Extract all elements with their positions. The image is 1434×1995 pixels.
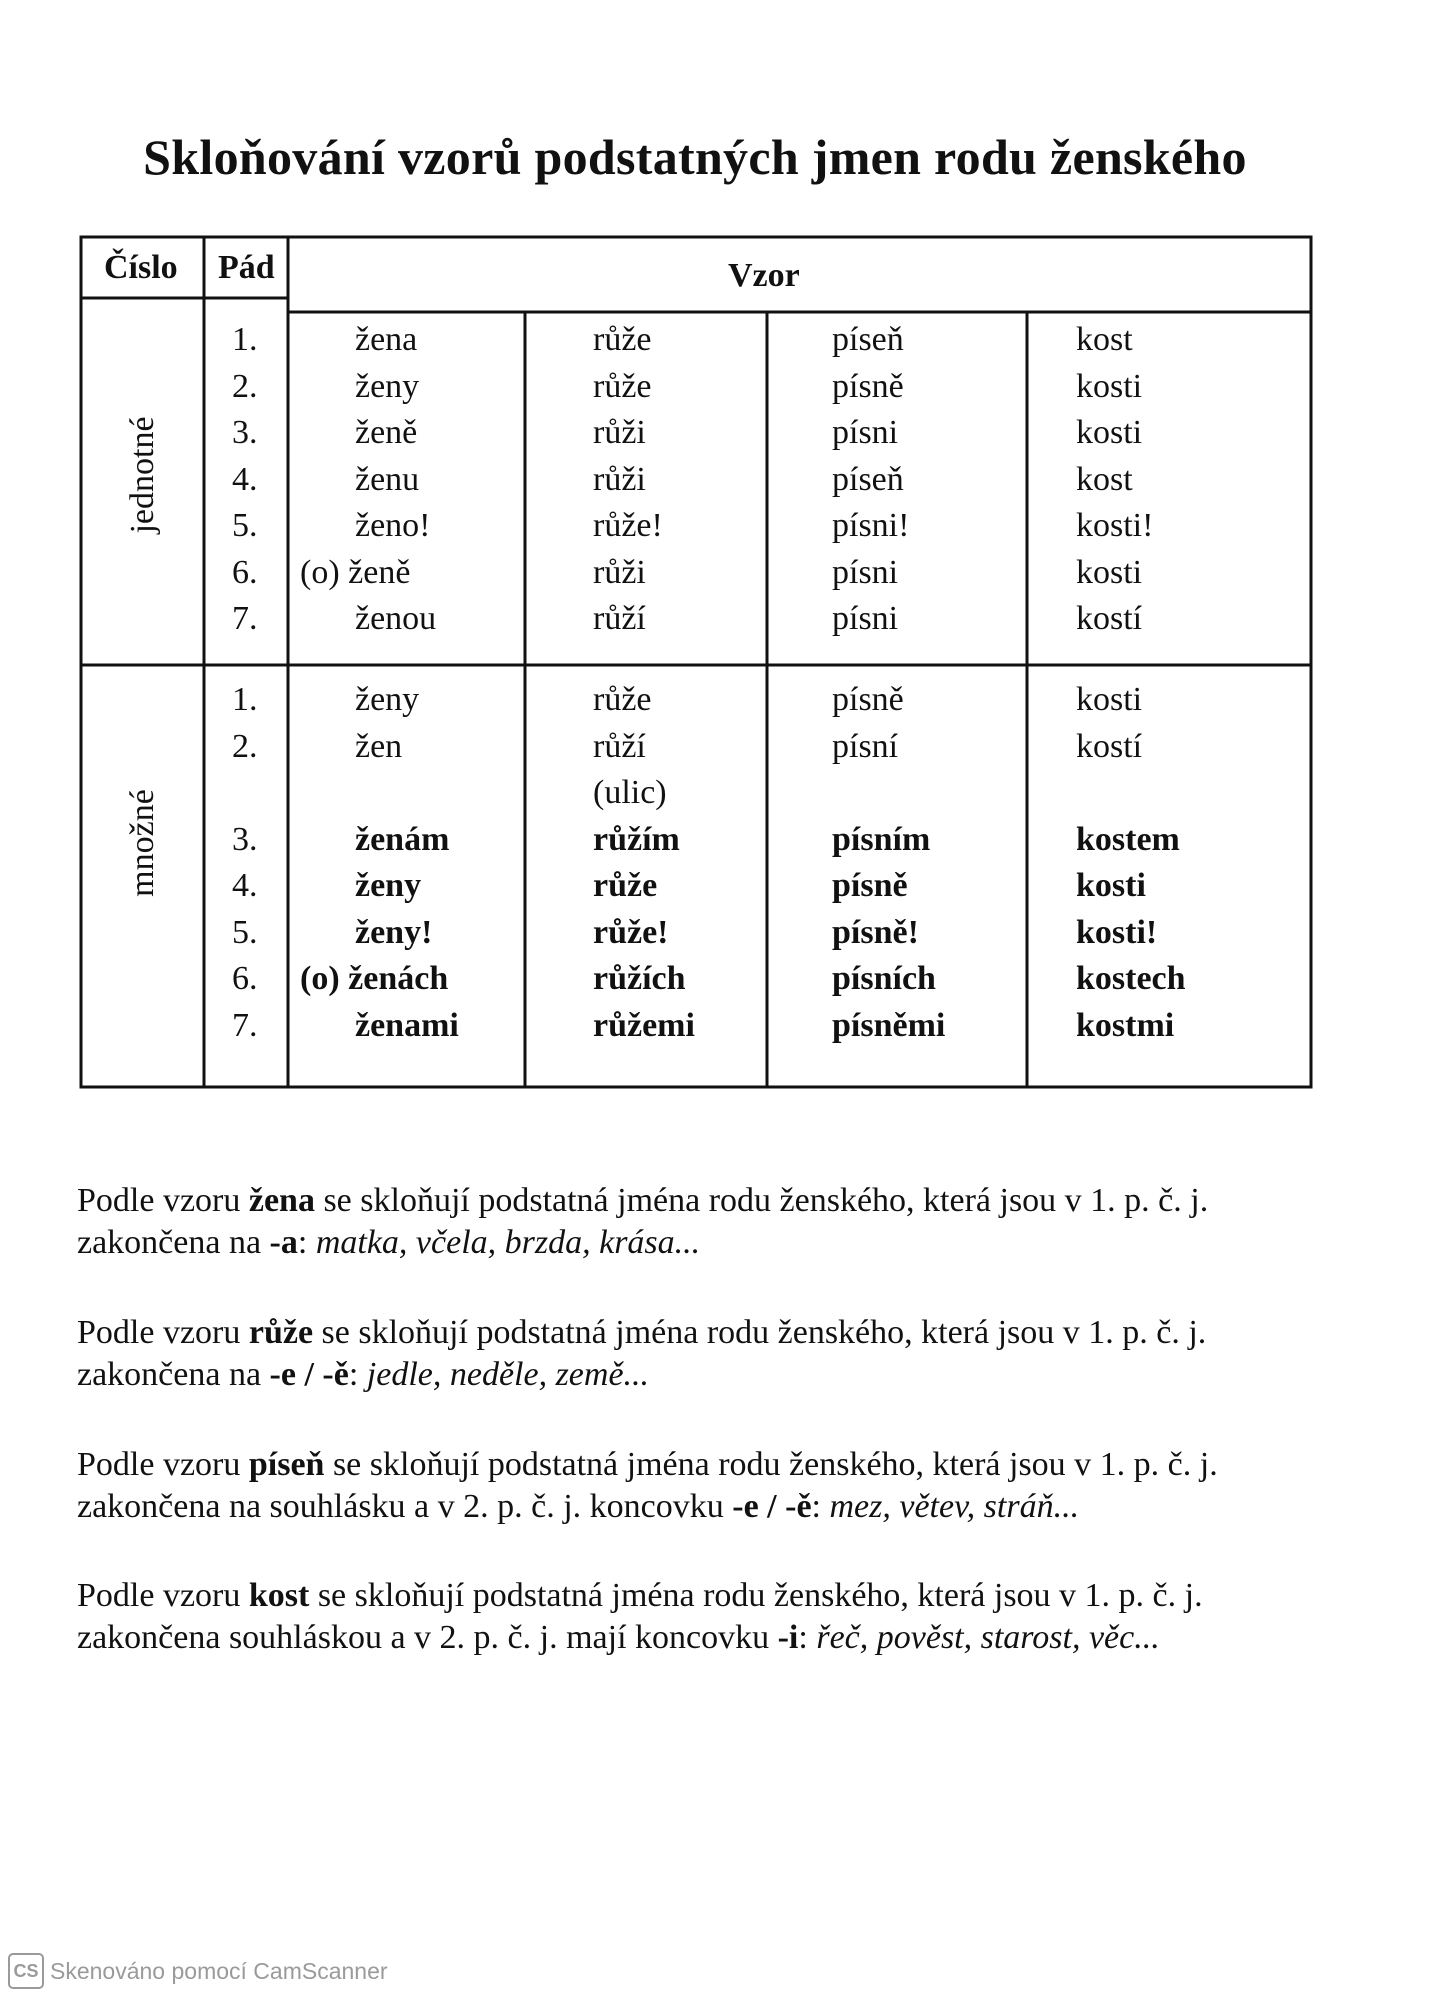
examples: mez, větev, stráň... — [829, 1488, 1080, 1525]
cell-ruze: růži — [593, 553, 646, 591]
pattern-word: píseň — [248, 1446, 325, 1483]
examples: matka, včela, brzda, krása... — [315, 1224, 701, 1261]
cell-zena: (o) ženách — [300, 960, 449, 997]
cell-kost: kosti — [1076, 553, 1143, 591]
cell-zena: ženy — [355, 681, 420, 718]
cell-pisen: písní — [832, 727, 899, 765]
cell-pad: 7. — [232, 600, 258, 637]
cell-ruze: růži — [593, 414, 646, 451]
cell-kost: kosti! — [1076, 913, 1158, 951]
cell-pad: 1. — [232, 681, 258, 718]
cell-ruze: růži — [593, 460, 646, 498]
cell-pad: 3. — [232, 820, 258, 858]
cell-kost: kosti — [1076, 367, 1143, 405]
cell-pad: 4. — [232, 460, 258, 498]
cell-kost: kostí — [1076, 727, 1143, 765]
examples: jedle, neděle, země... — [366, 1356, 650, 1393]
cell-kost: kostech — [1076, 960, 1186, 997]
cell-ruze: růže — [593, 867, 658, 904]
cell-kost: kost — [1076, 321, 1133, 358]
cell-pisen: písních — [832, 960, 936, 997]
cell-kost: kostí — [1076, 600, 1143, 637]
cell-pisen: písně — [832, 867, 908, 904]
cell-pad: 6. — [232, 553, 258, 591]
cell-ruze: růžím — [593, 820, 680, 858]
cell-kost: kostem — [1076, 820, 1180, 858]
paragraph-kost: Podle vzoru kost se skloňují podstatná jména rodu ženského, která jsou v 1. p. č. j. zakončena souhláskou a v 2. p. č. j. mají koncovku -i: řeč, pověst, starost, věc... — [77, 1577, 1203, 1656]
pattern-word: žena — [248, 1182, 315, 1219]
cell-pisen: písním — [832, 820, 931, 858]
cell-ruze: růže — [593, 321, 652, 358]
cell-zena: ženo! — [355, 507, 431, 544]
cell-kost: kosti — [1076, 414, 1143, 451]
cell-zena: ženou — [355, 600, 437, 637]
cell-zena: ženy — [355, 867, 422, 904]
cell-pisen: písně — [832, 367, 904, 405]
scanner-watermark — [8, 1953, 388, 1989]
cell-zena: ženy! — [355, 913, 433, 951]
cell-zena: ženě — [355, 414, 418, 451]
cell-kost: kost — [1076, 460, 1133, 498]
group-label-jednotne: jednotné — [124, 416, 161, 534]
cell-ruze: růže! — [593, 507, 663, 544]
cell-ruze: růže — [593, 367, 652, 405]
page-title: Skloňování vzorů podstatných jmen rodu ženského — [143, 129, 1247, 185]
cell-pisen: písni! — [832, 507, 910, 544]
cell-pad: 1. — [232, 321, 258, 358]
cell-pisen: písni — [832, 553, 899, 591]
ending: -i — [777, 1619, 799, 1656]
cell-pisen: písni — [832, 600, 899, 637]
cell-pisen: písně — [832, 681, 904, 718]
cell-pisen: písně! — [832, 913, 919, 951]
ending: -e / -ě — [269, 1356, 349, 1393]
camscanner-logo-icon: CS — [8, 1953, 44, 1989]
cell-pad: 7. — [232, 1006, 258, 1044]
cell-zena: ženy — [355, 367, 420, 405]
cell-pad: 6. — [232, 960, 258, 997]
cell-kost: kostmi — [1076, 1006, 1175, 1044]
cell-kost: kosti! — [1076, 507, 1154, 544]
cell-zena: ženami — [355, 1006, 459, 1044]
cell-pisen: písněmi — [832, 1006, 946, 1044]
cell-pad: 2. — [232, 727, 258, 765]
ending: -e / -ě — [732, 1488, 812, 1525]
cell-zena: ženám — [355, 820, 450, 858]
pattern-word: růže — [248, 1314, 314, 1351]
cell-ruze: růžích — [593, 960, 686, 997]
cell-pad: 3. — [232, 414, 258, 451]
cell-zena: (o) ženě — [300, 553, 411, 591]
cell-kost: kosti — [1076, 867, 1146, 904]
paragraph-zena: Podle vzoru žena se skloňují podstatná jména rodu ženského, která jsou v 1. p. č. j. zakončena na -a: matka, včela, brzda, krása... — [77, 1182, 1209, 1261]
header-pad: Pád — [218, 249, 275, 286]
cell-pisen: píseň — [832, 460, 904, 498]
paragraph-pisen: Podle vzoru píseň se skloňují podstatná jména rodu ženského, která jsou v 1. p. č. j. zakončena na souhlásku a v 2. p. č. j. koncovku -e / -ě: mez, větev, stráň... — [77, 1446, 1218, 1525]
header-cislo: Číslo — [104, 249, 178, 286]
cell-pad: 2. — [232, 367, 258, 405]
paragraph-ruze: Podle vzoru růže se skloňují podstatná jména rodu ženského, která jsou v 1. p. č. j. zakončena na -e / -ě: jedle, neděle, země... — [77, 1314, 1207, 1393]
cell-ruze: (ulic) — [593, 774, 667, 811]
cell-ruze: růže! — [593, 913, 669, 951]
ending: -a — [269, 1224, 298, 1261]
cell-zena: ženu — [355, 460, 420, 498]
cell-pad: 4. — [232, 867, 258, 904]
cell-ruze: růže — [593, 681, 652, 718]
cell-zena: žen — [355, 727, 403, 765]
cell-pisen: písni — [832, 414, 899, 451]
examples: řeč, pověst, starost, věc... — [816, 1619, 1160, 1656]
cell-kost: kosti — [1076, 681, 1143, 718]
cell-zena: žena — [355, 321, 418, 358]
cell-pisen: píseň — [832, 321, 904, 358]
cell-ruze: růží — [593, 727, 646, 765]
pattern-word: kost — [248, 1577, 310, 1614]
cell-pad: 5. — [232, 913, 258, 951]
cell-pad: 5. — [232, 507, 258, 544]
header-vzor: Vzor — [728, 257, 800, 294]
cell-ruze: růžemi — [593, 1006, 695, 1044]
watermark-text: Skenováno pomocí CamScanner — [50, 1957, 388, 1984]
cell-ruze: růží — [593, 600, 646, 637]
group-label-mnozne: množné — [124, 789, 161, 897]
